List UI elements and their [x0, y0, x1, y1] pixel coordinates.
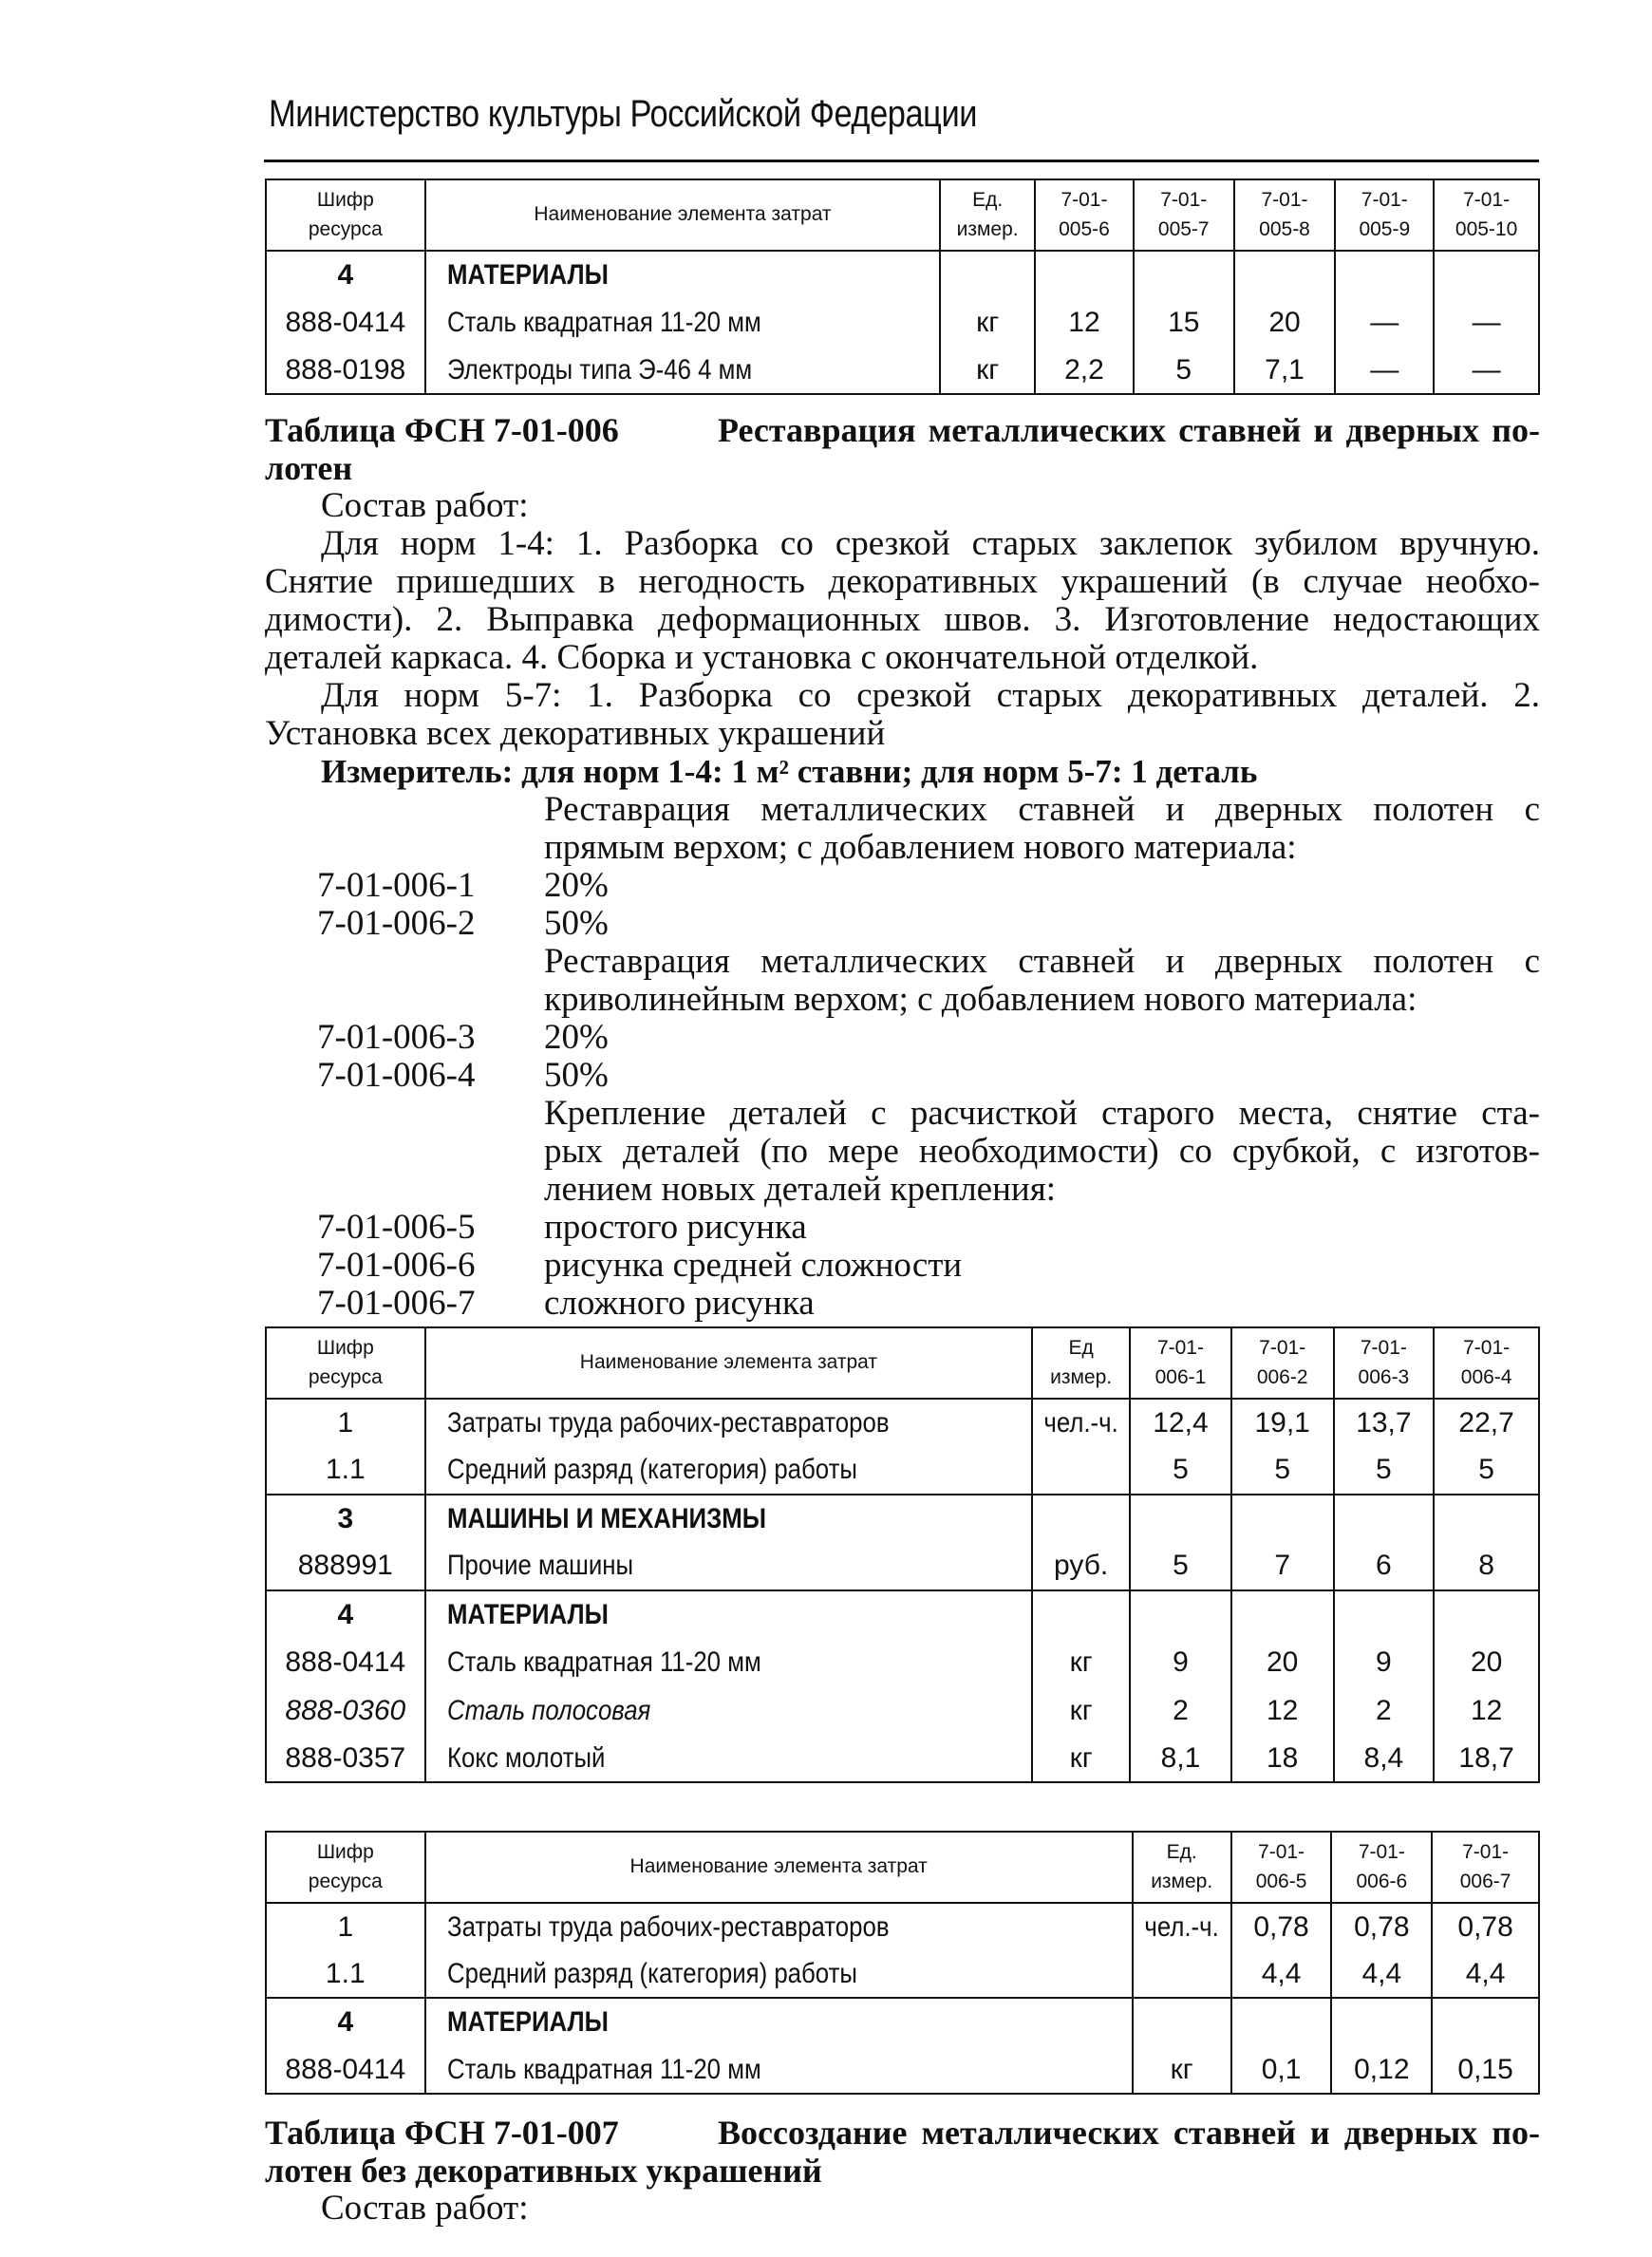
- row-unit: кг: [1032, 1735, 1130, 1782]
- table-title-006: [265, 411, 1540, 449]
- row-unit: [1032, 1495, 1130, 1542]
- norm-label: сложного рисунка: [544, 1284, 815, 1323]
- row-value: 20: [1434, 1638, 1539, 1686]
- row-value: 2: [1334, 1686, 1435, 1735]
- col-header-norm: 7-01- 006-6: [1331, 1832, 1432, 1903]
- row-name: Средний разряд (категория) работы: [425, 1446, 1033, 1495]
- row-code: 1.1: [266, 1950, 425, 1998]
- row-code: 888-0357: [266, 1735, 425, 1782]
- col-header-norm: 7-01- 006-7: [1432, 1832, 1539, 1903]
- row-code: 4: [266, 1998, 425, 2046]
- norm-code: 7-01-006-5: [317, 1208, 476, 1247]
- row-name: Сталь полосовая: [425, 1686, 1033, 1735]
- col-header-code: Шифр ресурса: [266, 1832, 425, 1903]
- row-code: 888991: [266, 1542, 425, 1590]
- sostav-label: Состав работ:: [321, 486, 529, 525]
- row-value: 6: [1334, 1542, 1435, 1590]
- row-value: 7: [1231, 1542, 1334, 1590]
- row-value: 5: [1434, 1446, 1539, 1495]
- col-header-norm: 7-01- 005-10: [1434, 179, 1539, 251]
- row-value: [1231, 1998, 1332, 2046]
- row-unit: чел.-ч.: [1032, 1399, 1130, 1446]
- col-header-norm: 7-01- 005-6: [1035, 179, 1134, 251]
- table-header-row: [266, 1832, 1539, 1903]
- table-header-row: [266, 179, 1539, 251]
- row-value: 13,7: [1334, 1399, 1435, 1446]
- row-code: 888-0414: [266, 1638, 425, 1686]
- col-header-norm: 7-01- 005-8: [1234, 179, 1336, 251]
- row-value: 15: [1134, 298, 1234, 347]
- row-unit: кг: [1032, 1638, 1130, 1686]
- row-value: 2: [1130, 1686, 1231, 1735]
- row-unit: чел.-ч.: [1133, 1903, 1231, 1950]
- row-value: 18: [1231, 1735, 1334, 1782]
- table-row: [266, 2046, 1539, 2094]
- row-value: 19,1: [1231, 1399, 1334, 1446]
- table-row: [266, 1638, 1539, 1686]
- row-code: 888-0360: [266, 1686, 425, 1735]
- norm-label: рисунка средней сложности: [544, 1246, 963, 1285]
- table-caption: Воссоздание металлических ставней и дверных по-: [718, 2114, 1540, 2152]
- table-caption: Реставрация металлических ставней и дверных по-: [718, 411, 1540, 449]
- table-row: [266, 1903, 1539, 1950]
- resource-table-006-1-4: [265, 1326, 1540, 1783]
- row-value: 12: [1434, 1686, 1539, 1735]
- row-value: 0,78: [1231, 1903, 1332, 1950]
- table-row: [266, 1495, 1539, 1542]
- col-header-code: Шифр ресурса: [266, 179, 425, 251]
- row-value: 12: [1035, 298, 1134, 347]
- col-header-norm: 7-01- 006-4: [1434, 1327, 1539, 1399]
- row-value: 5: [1130, 1542, 1231, 1590]
- norm-desc-line: Реставрация металлических ставней и дверных полотен с: [544, 790, 1540, 829]
- row-value: 7,1: [1234, 347, 1336, 394]
- row-value: 8: [1434, 1542, 1539, 1590]
- row-value: [1130, 1590, 1231, 1638]
- meter-line: Измеритель: для норм 1-4: 1 м² ставни; для норм 5-7: 1 деталь: [321, 753, 1258, 790]
- row-name: МАТЕРИАЛЫ: [425, 1998, 1133, 2046]
- row-value: 4,4: [1231, 1950, 1332, 1998]
- row-name: Кокс молотый: [425, 1735, 1033, 1782]
- norm-code: 7-01-006-6: [317, 1246, 476, 1285]
- col-header-code: Шифр ресурса: [266, 1327, 425, 1399]
- row-value: [1434, 251, 1539, 298]
- norm-code: 7-01-006-1: [317, 866, 476, 905]
- row-value: 20: [1231, 1638, 1334, 1686]
- row-unit: [1133, 1950, 1231, 1998]
- col-header-unit: Ед. измер.: [940, 179, 1035, 251]
- table-row: [266, 347, 1539, 394]
- norm-desc-line: Крепление деталей с расчисткой старого места, снятие ста-: [544, 1094, 1540, 1133]
- table-row: [266, 298, 1539, 347]
- row-code: 1.1: [266, 1446, 425, 1495]
- row-name: Прочие машины: [425, 1542, 1033, 1590]
- resource-table-006-5-7: [265, 1831, 1540, 2095]
- paragraph-line: димости). 2. Выправка деформационных швов. 3. Изготовление недостающих: [265, 600, 1540, 639]
- norm-code: 7-01-006-3: [317, 1018, 476, 1057]
- row-value: [1035, 251, 1134, 298]
- table-row: [266, 1590, 1539, 1638]
- col-header-norm: 7-01- 005-9: [1335, 179, 1434, 251]
- row-value: 5: [1134, 347, 1234, 394]
- row-value: 4,4: [1432, 1950, 1539, 1998]
- col-header-norm: 7-01- 006-5: [1231, 1832, 1332, 1903]
- norm-desc-line: лением новых деталей крепления:: [544, 1170, 1056, 1209]
- row-value: 22,7: [1434, 1399, 1539, 1446]
- row-code: 1: [266, 1903, 425, 1950]
- paragraph-line: Установка всех декоративных украшений: [265, 714, 886, 753]
- row-value: 5: [1334, 1446, 1435, 1495]
- row-value: 0,12: [1331, 2046, 1432, 2094]
- row-value: 9: [1130, 1638, 1231, 1686]
- row-value: [1134, 251, 1234, 298]
- col-header-norm: 7-01- 006-2: [1231, 1327, 1334, 1399]
- row-code: 3: [266, 1495, 425, 1542]
- row-value: 20: [1234, 298, 1336, 347]
- row-code: 1: [266, 1399, 425, 1446]
- row-name: Средний разряд (категория) работы: [425, 1950, 1133, 1998]
- norm-code: 7-01-006-7: [317, 1284, 476, 1323]
- row-value: [1432, 1998, 1539, 2046]
- table-number: Таблица ФСН 7-01-006: [265, 411, 619, 449]
- norm-label: 50%: [544, 1056, 609, 1095]
- row-name: Затраты труда рабочих-реставраторов: [425, 1903, 1133, 1950]
- row-value: —: [1434, 298, 1539, 347]
- row-value: 5: [1231, 1446, 1334, 1495]
- norm-label: 20%: [544, 1018, 609, 1057]
- table-row: [266, 251, 1539, 298]
- norm-desc-line: рых деталей (по мере необходимости) со срубкой, с изготов-: [544, 1132, 1540, 1171]
- row-name: Электроды типа Э-46 4 мм: [425, 347, 941, 394]
- row-name: Сталь квадратная 11-20 мм: [425, 2046, 1133, 2094]
- row-name: Сталь квадратная 11-20 мм: [425, 298, 941, 347]
- row-value: 2,2: [1035, 347, 1134, 394]
- page-header: Министерство культуры Российской Федерации: [269, 93, 978, 135]
- col-header-name: Наименование элемента затрат: [425, 1832, 1133, 1903]
- paragraph-line: Для норм 5-7: 1. Разборка со срезкой старых декоративных деталей. 2.: [321, 676, 1540, 715]
- row-name: МАТЕРИАЛЫ: [425, 1590, 1033, 1638]
- row-value: 8,4: [1334, 1735, 1435, 1782]
- row-value: [1331, 1998, 1432, 2046]
- row-name: Затраты труда рабочих-реставраторов: [425, 1399, 1033, 1446]
- table-row: [266, 1686, 1539, 1735]
- row-unit: кг: [940, 298, 1035, 347]
- row-value: [1434, 1590, 1539, 1638]
- paragraph-line: деталей каркаса. 4. Сборка и установка с окончательной отделкой.: [265, 638, 1259, 677]
- row-unit: [940, 251, 1035, 298]
- header-rule: [264, 160, 1539, 162]
- row-value: 12: [1231, 1686, 1334, 1735]
- row-value: [1334, 1590, 1435, 1638]
- row-value: 0,78: [1331, 1903, 1432, 1950]
- row-unit: руб.: [1032, 1542, 1130, 1590]
- norm-label: простого рисунка: [544, 1208, 807, 1247]
- row-value: 0,15: [1432, 2046, 1539, 2094]
- norm-desc-line: прямым верхом; с добавлением нового материала:: [544, 828, 1297, 867]
- row-unit: [1032, 1446, 1130, 1495]
- row-code: 888-0414: [266, 298, 425, 347]
- row-code: 888-0414: [266, 2046, 425, 2094]
- table-row: [266, 1998, 1539, 2046]
- sostav-label: Состав работ:: [321, 2189, 529, 2228]
- row-value: [1335, 251, 1434, 298]
- row-value: 0,78: [1432, 1903, 1539, 1950]
- col-header-unit: Ед. измер.: [1133, 1832, 1231, 1903]
- norm-label: 50%: [544, 904, 609, 943]
- norm-code: 7-01-006-4: [317, 1056, 476, 1095]
- norm-label: 20%: [544, 866, 609, 905]
- row-code: 4: [266, 1590, 425, 1638]
- row-value: —: [1335, 347, 1434, 394]
- row-code: 4: [266, 251, 425, 298]
- row-value: [1434, 1495, 1539, 1542]
- table-row: [266, 1735, 1539, 1782]
- table-title-007: [265, 2114, 1540, 2152]
- row-value: [1234, 251, 1336, 298]
- row-unit: кг: [940, 347, 1035, 394]
- norm-desc-line: Реставрация металлических ставней и дверных полотен с: [544, 942, 1540, 981]
- row-unit: кг: [1133, 2046, 1231, 2094]
- table-header-row: [266, 1327, 1539, 1399]
- row-value: 12,4: [1130, 1399, 1231, 1446]
- row-value: 8,1: [1130, 1735, 1231, 1782]
- col-header-norm: 7-01- 006-1: [1130, 1327, 1231, 1399]
- norm-code: 7-01-006-2: [317, 904, 476, 943]
- col-header-norm: 7-01- 006-3: [1334, 1327, 1435, 1399]
- row-value: 9: [1334, 1638, 1435, 1686]
- paragraph-line: Снятие пришедших в негодность декоративных украшений (в случае необхо-: [265, 562, 1540, 601]
- row-unit: кг: [1032, 1686, 1130, 1735]
- row-name: МАТЕРИАЛЫ: [425, 251, 941, 298]
- row-value: [1334, 1495, 1435, 1542]
- row-value: —: [1335, 298, 1434, 347]
- table-row: [266, 1446, 1539, 1495]
- row-value: 18,7: [1434, 1735, 1539, 1782]
- row-value: —: [1434, 347, 1539, 394]
- table-row: [266, 1950, 1539, 1998]
- row-value: [1231, 1590, 1334, 1638]
- row-unit: [1032, 1590, 1130, 1638]
- table-caption-cont: лотен без декоративных украшений: [265, 2152, 822, 2190]
- table-row: [266, 1399, 1539, 1446]
- col-header-name: Наименование элемента затрат: [425, 179, 941, 251]
- col-header-norm: 7-01- 005-7: [1134, 179, 1234, 251]
- table-number: Таблица ФСН 7-01-007: [265, 2114, 619, 2152]
- row-name: Сталь квадратная 11-20 мм: [425, 1638, 1033, 1686]
- norm-desc-line: криволинейным верхом; с добавлением нового материала:: [544, 980, 1417, 1019]
- row-value: 0,1: [1231, 2046, 1332, 2094]
- paragraph-line: Для норм 1-4: 1. Разборка со срезкой старых заклепок зубилом вручную.: [321, 524, 1540, 563]
- resource-table-005: [265, 179, 1540, 395]
- row-value: 4,4: [1331, 1950, 1432, 1998]
- row-value: [1231, 1495, 1334, 1542]
- col-header-unit: Ед измер.: [1032, 1327, 1130, 1399]
- row-value: [1130, 1495, 1231, 1542]
- row-value: 5: [1130, 1446, 1231, 1495]
- row-name: МАШИНЫ И МЕХАНИЗМЫ: [425, 1495, 1033, 1542]
- table-caption-cont: лотен: [265, 449, 353, 487]
- table-row: [266, 1542, 1539, 1590]
- col-header-name: Наименование элемента затрат: [425, 1327, 1033, 1399]
- row-code: 888-0198: [266, 347, 425, 394]
- row-unit: [1133, 1998, 1231, 2046]
